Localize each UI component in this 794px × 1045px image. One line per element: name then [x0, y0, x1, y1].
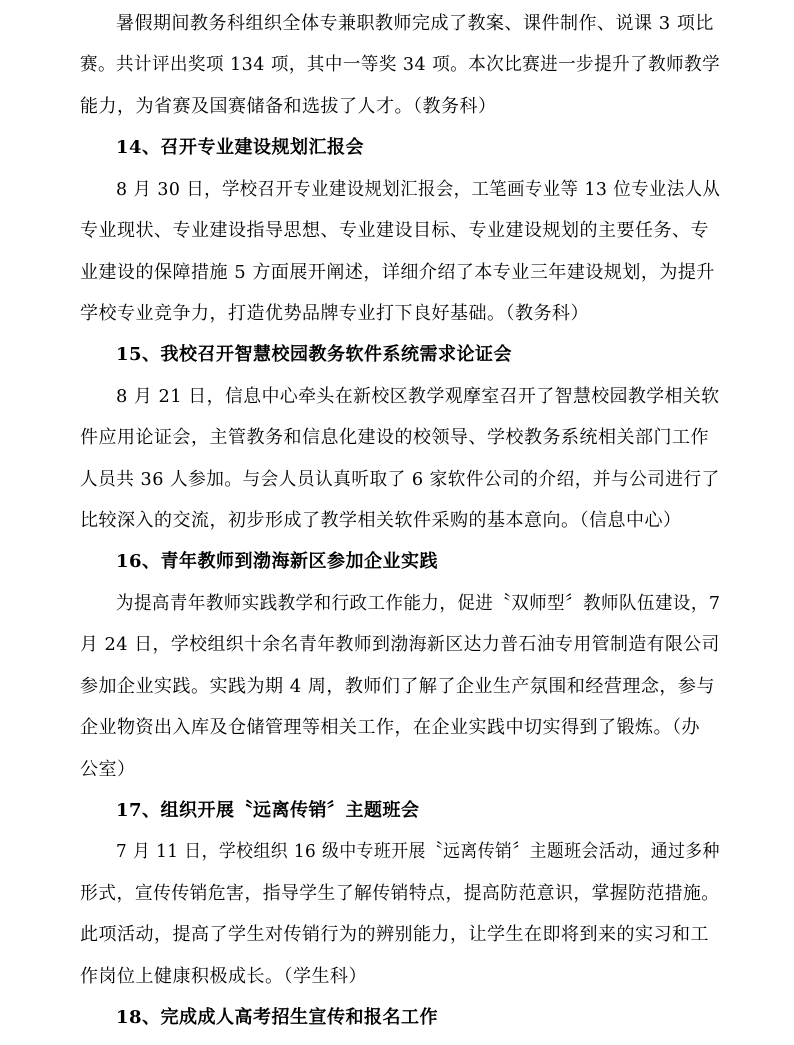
section-15-line-1: 8 月 21 日，信息中心牵头在新校区教学观摩室召开了智慧校园教学相关软 — [116, 386, 720, 407]
section-14-line-3: 业建设的保障措施 5 方面展开阐述，详细介绍了本专业三年建设规划，为提升 — [80, 262, 715, 283]
section-14-line-4: 学校专业竞争力，打造优势品牌专业打下良好基础。（教务科） — [80, 303, 589, 324]
section-14-line-1: 8 月 30 日，学校召开专业建设规划汇报会，工笔画专业等 13 位专业法人从 — [116, 179, 721, 200]
section-17-line-2: 形式，宣传传销危害，指导学生了解传销特点，提高防范意识，掌握防范措施。 — [80, 883, 720, 904]
section-15-line-3: 人员共 36 人参加。与会人员认真听取了 6 家软件公司的介绍，并与公司进行了 — [80, 469, 720, 490]
section-14-line-2: 专业现状、专业建设指导思想、专业建设目标、专业建设规划的主要任务、专 — [80, 220, 709, 241]
section-17-line-3: 此项活动，提高了学生对传销行为的辨别能力，让学生在即将到来的实习和工 — [80, 924, 709, 945]
section-15-line-4: 比较深入的交流，初步形成了教学相关软件采购的基本意向。（信息中心） — [80, 510, 682, 531]
section-17-heading: 17、组织开展〝远离传销〞主题班会 — [116, 800, 420, 821]
section-16-line-4: 企业物资出入库及仓储管理等相关工作，在企业实践中切实得到了锻炼。（办 — [80, 717, 700, 738]
section-16-line-1: 为提高青年教师实践教学和行政工作能力，促进〝双师型〞教师队伍建设，7 — [116, 593, 721, 614]
section-18-heading: 18、完成成人高考招生宣传和报名工作 — [116, 1007, 439, 1028]
intro-line-2: 赛。共计评出奖项 134 项，其中一等奖 34 项。本次比赛进一步提升了教师教学 — [80, 54, 721, 75]
section-16-line-2: 月 24 日，学校组织十余名青年教师到渤海新区达力普石油专用管制造有限公司 — [80, 634, 720, 655]
section-16-heading: 16、青年教师到渤海新区参加企业实践 — [116, 551, 439, 572]
section-16-line-5: 公室） — [80, 759, 136, 780]
section-17-line-4: 作岗位上健康积极成长。（学生科） — [80, 966, 367, 987]
section-15-line-2: 件应用论证会，主管教务和信息化建设的校领导、学校教务系统相关部门工作 — [80, 427, 709, 448]
section-16-line-3: 参加企业实践。实践为期 4 周，教师们了解了企业生产氛围和经营理念，参与 — [80, 676, 715, 697]
intro-line-3: 能力，为省赛及国赛储备和选拔了人才。（教务科） — [80, 96, 497, 117]
section-15-heading: 15、我校召开智慧校园教务软件系统需求论证会 — [116, 344, 513, 365]
intro-line-1: 暑假期间教务科组织全体专兼职教师完成了教案、课件制作、说课 3 项比 — [116, 13, 714, 34]
section-17-line-1: 7 月 11 日，学校组织 16 级中专班开展〝远离传销〞主题班会活动，通过多种 — [116, 841, 720, 862]
section-14-heading: 14、召开专业建设规划汇报会 — [116, 137, 365, 158]
